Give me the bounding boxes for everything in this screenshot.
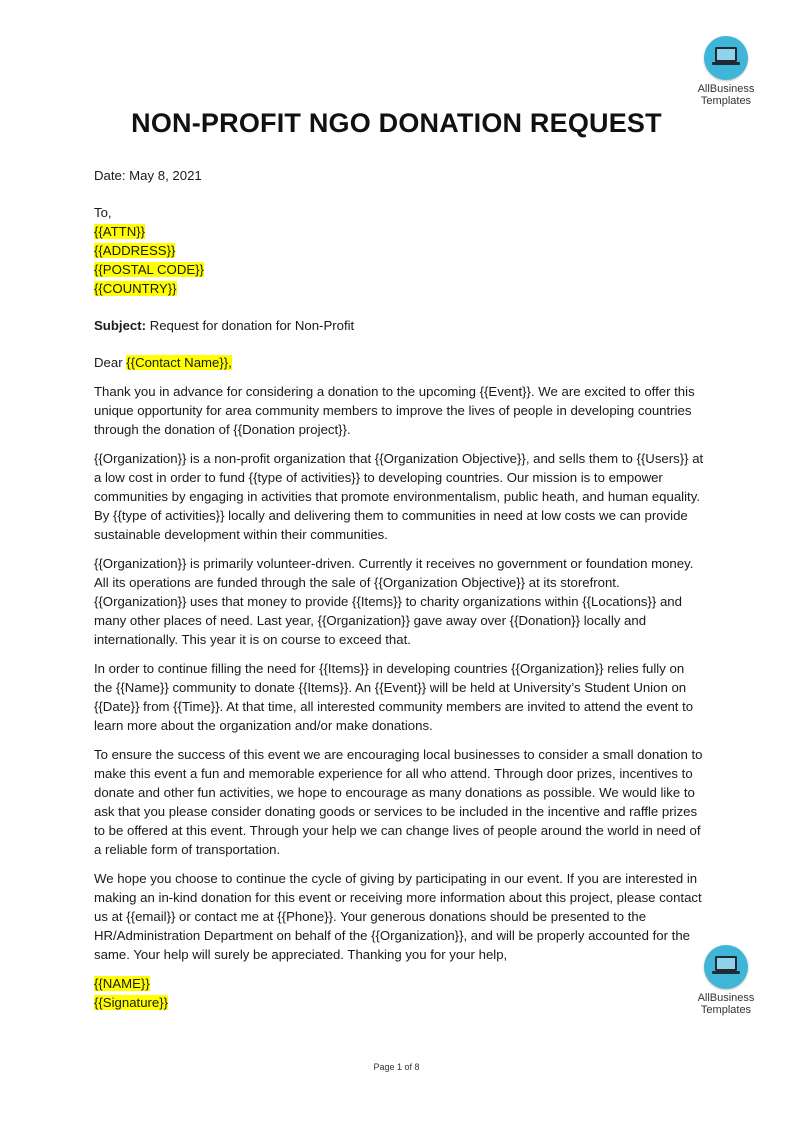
paragraph-2: {{Organization}} is a non-profit organization that {{Organization Objective}}, and sells them to {{Users}} at a low cost in order to fund {{type of activities}} to developing countries. Our mission is to empower communities by engaging in activities that promote environmentalism, public heath, and human equality. By {{type of activities}} locally and delivering them to communities in need at low costs we can provide sustainable development within their communities. [94, 451, 704, 542]
laptop-icon [704, 36, 748, 80]
signoff-signature-line [94, 993, 706, 1012]
paragraph-6: We hope you choose to continue the cycle of giving by participating in our event. If you are interested in making an in-kind donation for this event or receiving more information about this project, please contact us at {{email}} or contact me at {{Phone}}. Your generous donations should be presented to the HR/Administration Department on behalf of the {{Organization}}, and will be properly accounted for the same. Your help will surely be appreciated. Thanking you for your help, [94, 871, 702, 962]
address-country [94, 279, 706, 298]
subject-text: Request for donation for Non-Profit [149, 318, 355, 333]
letter-body [94, 166, 706, 1012]
paragraph-1: Thank you in advance for considering a donation to the upcoming {{Event}}. We are excited to offer this unique opportunity for area community members to improve the lives of people in developing countries through the donation of {{Donation project}}. [94, 384, 695, 437]
laptop-icon [704, 945, 748, 989]
signoff-name-line [94, 974, 706, 993]
salutation [94, 353, 706, 372]
brand-line-1: AllBusiness [697, 992, 755, 1004]
brand-line-2: Templates [700, 1004, 752, 1016]
contact-name-placeholder: {{Contact Name}}, [126, 355, 232, 370]
date-line: Date: May 8, 2021 [94, 168, 202, 183]
brand-logo-top[interactable] [686, 36, 766, 107]
subject-line [94, 316, 706, 335]
country-placeholder: {{COUNTRY}} [94, 281, 177, 296]
brand-line-1: AllBusiness [697, 83, 755, 95]
address-postal [94, 260, 706, 279]
page-number: Page 1 of 8 [373, 1062, 420, 1072]
brand-logo-text [686, 992, 766, 1016]
paragraph-5: To ensure the success of this event we are encouraging local businesses to consider a small donation to make this event a fun and memorable experience for all who attend. Through door prizes, incentives to donate and other fun activities, we hope to encourage as many donations as possible. We would like to ask that you please consider donating goods or services to be included in the incentive and raffle prizes to be offered at this event. Through your help we can change lives of people around the world in need of a reliable form of transportation. [94, 747, 703, 857]
brand-line-2: Templates [700, 95, 752, 107]
signature-placeholder: {{Signature}} [94, 995, 169, 1010]
brand-logo-bottom[interactable] [686, 945, 766, 1016]
recipient-intro: To, [94, 205, 112, 220]
address-placeholder: {{ADDRESS}} [94, 243, 176, 258]
salutation-dear: Dear [94, 355, 123, 370]
attn-placeholder: {{ATTN}} [94, 224, 146, 239]
address-line [94, 241, 706, 260]
subject-label: Subject: [94, 318, 147, 333]
name-placeholder: {{NAME}} [94, 976, 150, 991]
document-title: NON-PROFIT NGO DONATION REQUEST [131, 108, 662, 138]
paragraph-3: {{Organization}} is primarily volunteer-driven. Currently it receives no government or foundation money. All its operations are funded through the sale of {{Organization Objective}} at its storefront. {{Organization}} uses that money to provide {{Items}} to charity organizations within {{Locations}} and many other places of need. Last year, {{Organization}} gave away over {{Donation}} locally and internationally. This year it is on course to exceed that. [94, 556, 694, 647]
address-attn [94, 222, 706, 241]
paragraph-4: In order to continue filling the need for {{Items}} in developing countries {{Organization}} relies fully on the {{Name}} community to donate {{Items}}. An {{Event}} will be held at University’s Student Union on {{Date}} from {{Time}}. At that time, all interested community members are invited to attend the event to learn more about the organization and/or make donations. [94, 661, 694, 733]
brand-logo-text [686, 83, 766, 107]
postal-placeholder: {{POSTAL CODE}} [94, 262, 204, 277]
